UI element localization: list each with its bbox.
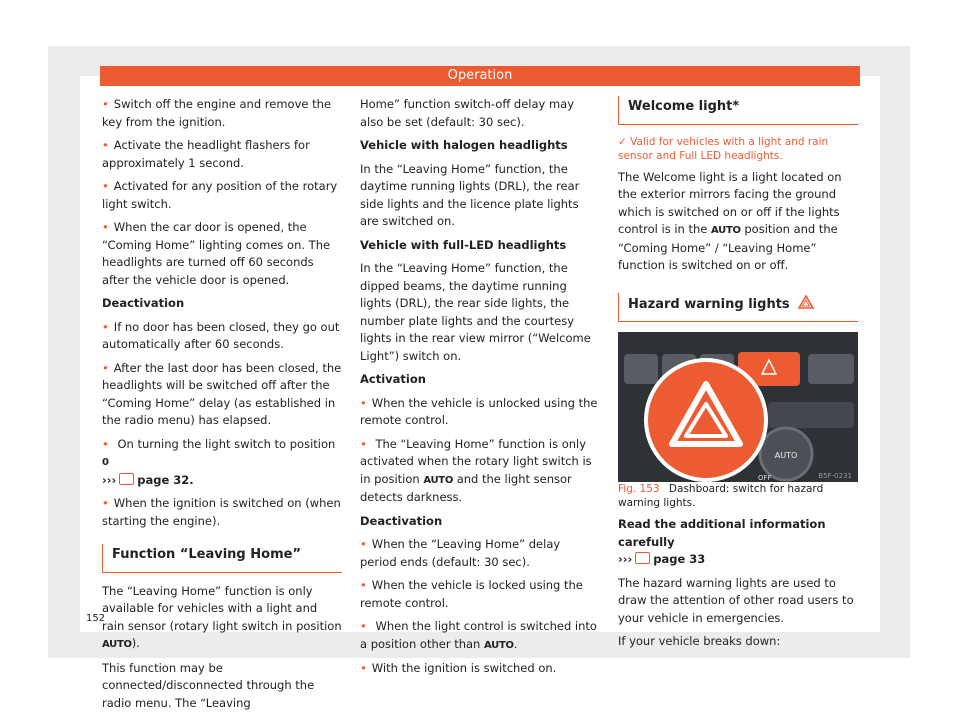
subheading-halogen: Vehicle with halogen headlights <box>360 138 568 152</box>
paragraph: This function may be connected/disconnected through the radio menu. The “Leaving <box>102 660 315 710</box>
switch-position-tag: AUTO <box>711 225 741 236</box>
bullet: • After the last door has been closed, the headlights will be switched off after the “Coming Home” delay (as established in the radio menu) has elapsed. <box>102 360 342 430</box>
bullet: • When the “Leaving Home” delay period ends (default: 30 sec). <box>360 536 600 571</box>
paragraph <box>618 169 858 275</box>
bullet <box>102 436 342 490</box>
paragraph-text: ). <box>131 636 140 650</box>
heading-welcome-light: Welcome light* <box>618 96 858 125</box>
read-more-heading <box>618 516 858 569</box>
paragraph: Home” function switch-off delay may also be set (default: 30 sec). <box>360 97 575 129</box>
column-1 <box>102 96 342 718</box>
paragraph: In the “Leaving Home” function, the daytime running lights (DRL), the rear side lights and the licence plate lights are switched on. <box>360 161 580 228</box>
subheading-led: Vehicle with full-LED headlights <box>360 237 567 252</box>
bullet: • Activated for any position of the rotary light switch. <box>102 178 342 213</box>
page-reference-text: page 32 <box>137 472 190 487</box>
page-number: 152 <box>86 613 106 624</box>
bullet-text: The “Leaving Home” function is only activated when the rotary light switch is in position <box>360 436 592 486</box>
bullet: • When the vehicle is unlocked using the remote control. <box>360 395 600 430</box>
page-reference-text: page 33 <box>653 552 706 566</box>
book-icon <box>119 473 134 485</box>
heading-leaving-home: Function “Leaving Home” <box>102 544 342 573</box>
book-icon <box>635 552 650 564</box>
bullet: • Activate the headlight flashers for approximately 1 second. <box>102 137 342 172</box>
switch-position-tag: AUTO <box>102 639 132 650</box>
checkmark-icon: ✓ <box>618 135 627 148</box>
subheading-activation: Activation <box>360 372 426 386</box>
dashboard-illustration <box>618 332 858 482</box>
bullet <box>360 436 600 507</box>
switch-position-tag: 0 <box>102 457 109 468</box>
note-text: Valid for vehicles with a light and rain sensor and Full LED headlights. <box>618 135 829 162</box>
subheading-deactivation: Deactivation <box>360 513 443 528</box>
hazard-switch-figure <box>618 332 858 482</box>
image-code: B5F-0231 <box>818 472 852 480</box>
bullet: • With the ignition is switched on. <box>360 660 600 678</box>
subheading-deactivation: Deactivation <box>102 296 185 310</box>
paragraph-text: position and the “Coming Home” / “Leaving Home” function is switched on or off. <box>618 222 838 272</box>
caption-text: Dashboard: switch for hazard warning lights. <box>618 483 824 509</box>
bullet: • Switch off the engine and remove the key from the ignition. <box>102 96 342 131</box>
column-3 <box>618 96 858 657</box>
figure-caption <box>618 482 858 510</box>
bullet-text: and the light sensor detects darkness. <box>360 471 572 504</box>
bullet-text: When the light control is switched into a position other than <box>360 619 597 651</box>
warning-triangle-icon <box>798 295 814 309</box>
bullet: • When the vehicle is locked using the remote control. <box>360 577 600 612</box>
paragraph: If your vehicle breaks down: <box>618 634 781 648</box>
applicability-note <box>618 135 858 163</box>
column-2 <box>360 96 600 684</box>
auto-knob-label: AUTO <box>774 451 798 460</box>
off-label: OFF <box>758 474 772 482</box>
paragraph: The hazard warning lights are used to draw the attention of other road users to your vehicle in emergencies. <box>618 575 854 625</box>
bullet: • If no door has been closed, they go out automatically after 60 seconds. <box>102 319 342 354</box>
page-reference-link[interactable]: ››› page 33 <box>618 552 706 566</box>
read-more-text: Read the additional information carefully <box>618 517 826 549</box>
heading-text: Hazard warning lights <box>628 296 790 312</box>
button <box>624 354 658 384</box>
switch-position-tag: AUTO <box>423 474 454 486</box>
bullet-text: On turning the light switch to position <box>117 436 336 451</box>
bullet: • When the light control is switched into a position other than AUTO. <box>360 618 600 654</box>
figure-label: Fig. 153 <box>618 483 660 495</box>
bullet: • When the car door is opened, the “Coming Home” lighting comes on. The headlights are turned off 60 seconds after the vehicle door is opened. <box>102 219 342 289</box>
bullet: • When the ignition is switched on (when starting the engine). <box>102 495 342 530</box>
button <box>808 354 854 384</box>
paragraph: In the “Leaving Home” function, the dipped beams, the daytime running lights (DRL), the rear side lights, the number plate lights and the courtesy lights in the rear view mirror (“Welcome Light”) switch on. <box>360 261 591 363</box>
section-header: Operation <box>100 66 860 86</box>
paragraph-text: The “Leaving Home” function is only available for vehicles with a light and rain sensor (rotary light switch in position <box>102 583 342 633</box>
switch-position-tag: AUTO <box>484 639 514 651</box>
paragraph-text: The Welcome light is a light located on the exterior mirrors facing the ground which is switched on or off if the lights control is in the <box>618 169 842 236</box>
heading-hazard-warning <box>618 293 858 323</box>
page-reference-link[interactable]: ››› page 32. <box>102 472 194 487</box>
hazard-zoom-callout <box>646 360 766 480</box>
paragraph <box>102 583 342 654</box>
